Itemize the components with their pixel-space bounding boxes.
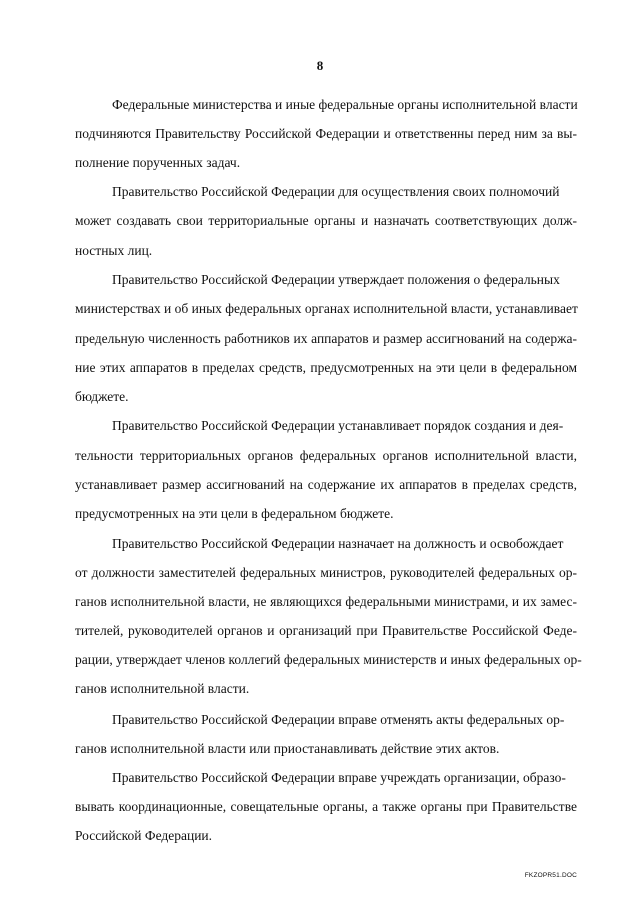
text-line: Правительство Российской Федерации вправе отменять акты федеральных ор- <box>112 712 565 727</box>
text-line: от должности заместителей федеральных министров, руководителей федеральных ор- <box>75 565 577 580</box>
text-line: Правительство Российской Федерации для осуществления своих полномочий <box>112 184 560 199</box>
text-line: устанавливает размер ассигнований на содержание их аппаратов в пределах средств, <box>75 477 577 492</box>
text-line: бюджете. <box>75 389 129 404</box>
page-number: 8 <box>316 58 324 73</box>
text-line: Российской Федерации. <box>75 828 213 843</box>
text-line: ганов исполнительной власти. <box>75 681 250 696</box>
text-line: Правительство Российской Федерации вправе учреждать организации, образо- <box>112 770 566 785</box>
text-line: тельности территориальных органов федеральных органов исполнительной власти, <box>75 448 577 463</box>
text-line: рации, утверждает членов коллегий федеральных министерств и иных федеральных ор- <box>75 652 582 667</box>
text-line: Правительство Российской Федерации устанавливает порядок создания и дея- <box>112 418 564 433</box>
text-line: предельную численность работников их аппаратов и размер ассигнований на содержа- <box>75 331 577 346</box>
text-line: может создавать свои территориальные органы и назначать соответствующих долж- <box>75 213 577 228</box>
text-line: ностных лиц. <box>75 243 153 258</box>
text-line: Правительство Российской Федерации назначает на должность и освобождает <box>112 536 564 551</box>
text-line: тителей, руководителей органов и организаций при Правительстве Российской Феде- <box>75 623 577 638</box>
text-line: предусмотренных на эти цели в федеральном бюджете. <box>75 506 394 521</box>
text-line: ганов исполнительной власти, не являющихся федеральными министрами, и их замес- <box>75 594 577 609</box>
text-line: министерствах и об иных федеральных органах исполнительной власти, устанавливает <box>75 301 578 316</box>
text-line: полнение порученных задач. <box>75 155 241 170</box>
text-line: вывать координационные, совещательные органы, а также органы при Правительстве <box>75 799 577 814</box>
text-line: Федеральные министерства и иные федеральные органы исполнительной власти <box>112 97 578 112</box>
text-line: ние этих аппаратов в пределах средств, предусмотренных на эти цели в федеральном <box>75 360 577 375</box>
text-line: ганов исполнительной власти или приостанавливать действие этих актов. <box>75 741 500 756</box>
text-line: подчиняются Правительству Российской Федерации и ответственны перед ним за вы- <box>75 126 577 141</box>
document-footer-filename: FKZOPR51.DOC <box>524 872 577 879</box>
text-line: Правительство Российской Федерации утверждает положения о федеральных <box>112 272 560 287</box>
